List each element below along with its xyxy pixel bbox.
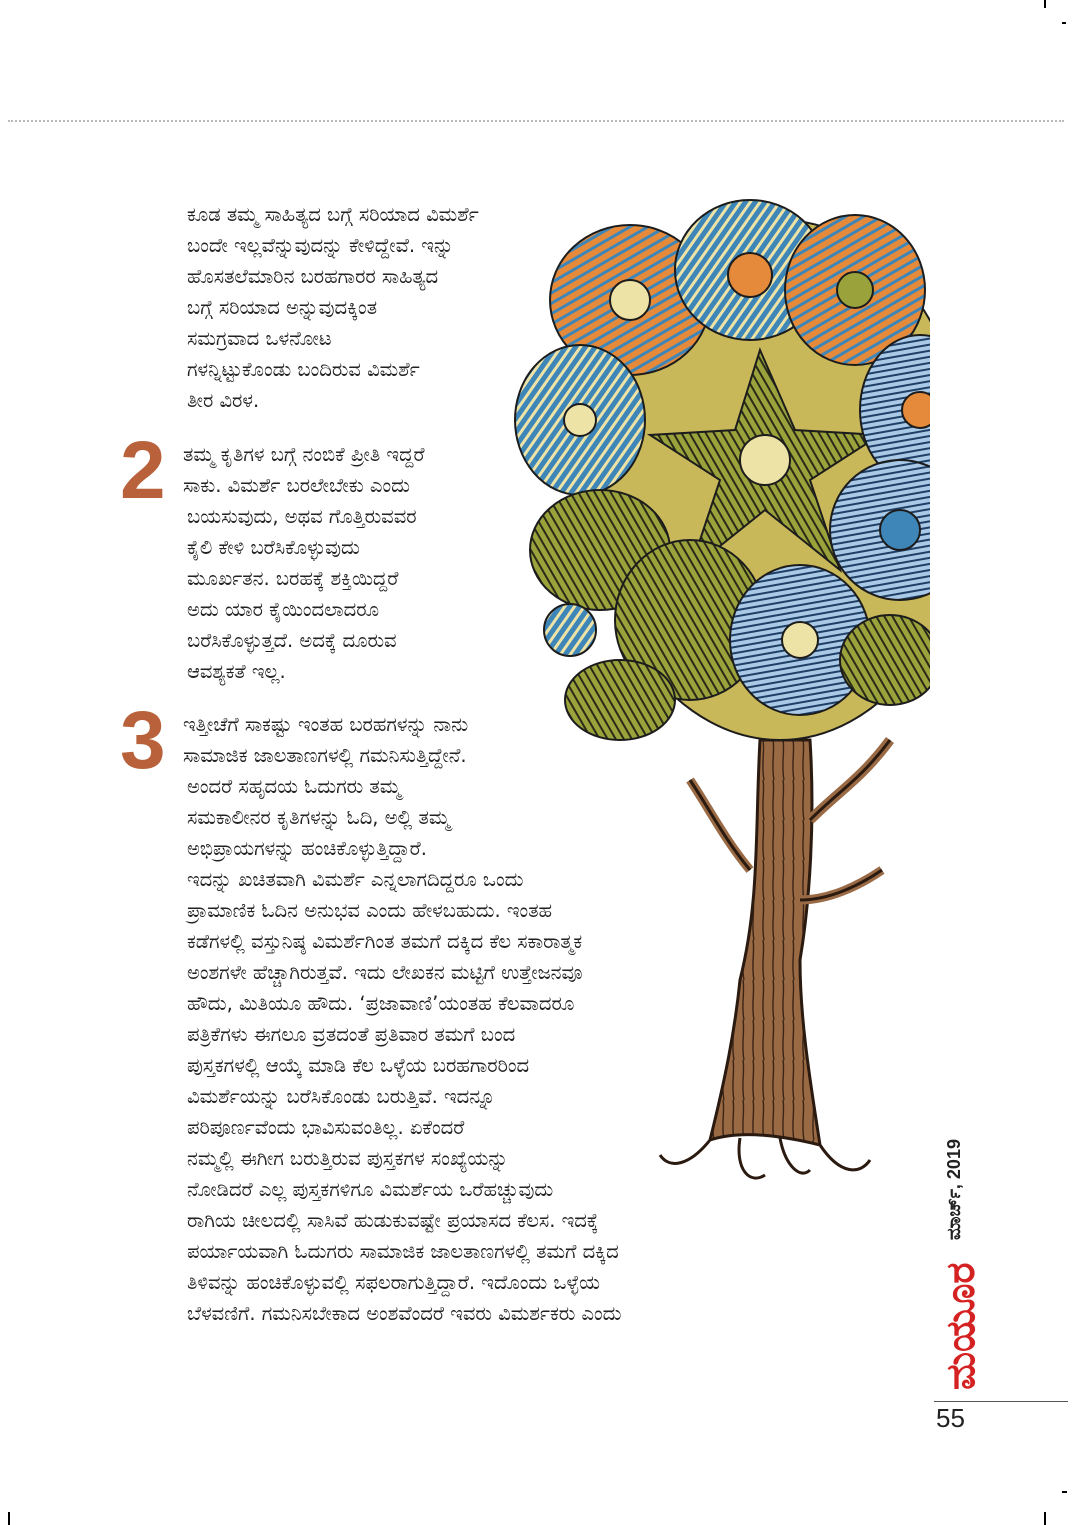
page-number: 55 — [936, 1403, 965, 1433]
article-body — [0, 200, 800, 1400]
article-line: ಸಮಗ್ರವಾದ ಒಳನೋಟ — [187, 327, 332, 350]
article-line: ಆವಶ್ಯಕತೆ ಇಲ್ಲ. — [187, 660, 286, 683]
header-dotted-rule — [8, 120, 1064, 122]
article-line: ಕೂಡ ತಮ್ಮ ಸಾಹಿತ್ಯದ ಬಗ್ಗೆ ಸರಿಯಾದ ವಿಮರ್ಶೆ — [187, 203, 479, 226]
article-line: ಸಾಕು. ವಿಮರ್ಶೆ ಬರಲೇಬೇಕು ಎಂದು — [183, 474, 410, 497]
article-line: ಬೆಳವಣಿಗೆ. ಗಮನಿಸಬೇಕಾದ ಅಂಶವೆಂದರೆ ಇವರು ವಿಮರ್ಶಕರು ಎಂದು — [187, 1302, 622, 1325]
article-line: ಅಭಿಪ್ರಾಯಗಳನ್ನು ಹಂಚಿಕೊಳ್ಳುತ್ತಿದ್ದಾರೆ. — [187, 837, 427, 860]
article-line: ಅಂಶಗಳೇ ಹೆಚ್ಚಾಗಿರುತ್ತವೆ. ಇದು ಲೇಖಕನ ಮಟ್ಟಿಗೆ ಉತ್ತೇಜನವೂ — [187, 961, 583, 984]
crop-mark — [1062, 22, 1066, 24]
article-line: ಸಮಕಾಲೀನರ ಕೃತಿಗಳನ್ನು ಓದಿ, ಅಲ್ಲಿ ತಮ್ಮ — [187, 806, 451, 829]
article-line: ಬಂದೇ ಇಲ್ಲವೆನ್ನುವುದನ್ನು ಕೇಳಿದ್ದೇವೆ. ಇನ್ನು — [187, 234, 454, 257]
crop-mark — [8, 1512, 10, 1525]
crop-mark — [1062, 1491, 1067, 1493]
article-line: ಪರಿಪೂರ್ಣವೆಂದು ಭಾವಿಸುವಂತಿಲ್ಲ. ಏಕೆಂದರೆ — [187, 1116, 465, 1139]
issue-date-text: ಮಾರ್ಚ್, 2019 — [944, 1139, 964, 1240]
article-line: ಮೂರ್ಖತನ. ಬರಹಕ್ಕೆ ಶಕ್ತಿಯಿದ್ದರೆ — [187, 567, 399, 590]
article-line: ತಮ್ಮ ಕೃತಿಗಳ ಬಗ್ಗೆ ನಂಬಿಕೆ ಪ್ರೀತಿ ಇದ್ದರೆ — [183, 443, 425, 466]
article-line: ಪರ್ಯಾಯವಾಗಿ ಓದುಗರು ಸಾಮಾಜಿಕ ಜಾಲತಾಣಗಳಲ್ಲಿ ತಮಗೆ ದಕ್ಕಿದ — [187, 1240, 619, 1263]
footer-rule — [934, 1401, 1068, 1402]
article-line: ತೀರ ವಿರಳ. — [187, 389, 260, 412]
article-line: ಬರೆಸಿಕೊಳ್ಳುತ್ತದೆ. ಅದಕ್ಕೆ ದೂರುವ — [187, 629, 397, 652]
article-line: ಅಂದರೆ ಸಹೃದಯ ಓದುಗರು ತಮ್ಮ — [187, 775, 401, 798]
article-line: ಬಗ್ಗೆ ಸರಿಯಾದ ಅನ್ನುವುದಕ್ಕಿಂತ — [187, 296, 378, 319]
article-line: ಪತ್ರಿಕೆಗಳು ಈಗಲೂ ವ್ರತದಂತೆ ಪ್ರತಿವಾರ ತಮಗೆ ಬಂದ — [187, 1023, 516, 1046]
article-line: ಕೈಲಿ ಕೇಳಿ ಬರೆಸಿಕೊಳ್ಳುವುದು — [187, 536, 360, 559]
section-numeral-3: 3 — [120, 695, 166, 786]
article-line: ರಾಗಿಯ ಚೀಲದಲ್ಲಿ ಸಾಸಿವೆ ಹುಡುಕುವಷ್ಟೇ ಪ್ರಯಾಸದ ಕೆಲಸ. ಇದಕ್ಕೆ — [187, 1209, 599, 1232]
article-line: ಇತ್ತೀಚೆಗೆ ಸಾಕಷ್ಟು ಇಂತಹ ಬರಹಗಳನ್ನು ನಾನು — [183, 713, 469, 736]
article-line: ಗಳನ್ನಿಟ್ಟುಕೊಂಡು ಬಂದಿರುವ ವಿಮರ್ಶೆ — [187, 358, 420, 381]
article-line: ಇದನ್ನು ಖಚಿತವಾಗಿ ವಿಮರ್ಶೆ ಎನ್ನಲಾಗದಿದ್ದರೂ ಒಂದು — [187, 868, 524, 891]
article-line: ಪುಸ್ತಕಗಳಲ್ಲಿ ಆಯ್ಕೆ ಮಾಡಿ ಕೆಲ ಒಳ್ಳೆಯ ಬರಹಗಾರರಿಂದ — [187, 1054, 530, 1077]
article-line: ಪ್ರಾಮಾಣಿಕ ಓದಿನ ಅನುಭವ ಎಂದು ಹೇಳಬಹುದು. ಇಂತಹ — [187, 899, 553, 922]
article-line: ತಿಳಿವನ್ನು ಹಂಚಿಕೊಳ್ಳುವಲ್ಲಿ ಸಫಲರಾಗುತ್ತಿದ್ದಾರೆ. ಇದೊಂದು ಒಳ್ಳೆಯ — [187, 1271, 600, 1294]
article-line: ನೋಡಿದರೆ ಎಲ್ಲ ಪುಸ್ತಕಗಳಿಗೂ ವಿಮರ್ಶೆಯ ಒರೆಹಚ್ಚುವುದು — [187, 1178, 554, 1201]
article-line: ವಿಮರ್ಶೆಯನ್ನು ಬರೆಸಿಕೊಂಡು ಬರುತ್ತಿವೆ. ಇದನ್ನೂ — [187, 1085, 496, 1108]
crop-mark — [1044, 1512, 1046, 1525]
article-line: ಅದು ಯಾರ ಕೈಯಿಂದಲಾದರೂ — [187, 598, 380, 621]
article-line: ಕಡೆಗಳಲ್ಲಿ ವಸ್ತುನಿಷ್ಠ ವಿಮರ್ಶೆಗಿಂತ ತಮಗೆ ದಕ್ಕಿದ ಕೆಲ ಸಕಾರಾತ್ಮಕ — [187, 930, 583, 953]
article-line: ನಮ್ಮಲ್ಲಿ ಈಗೀಗ ಬರುತ್ತಿರುವ ಪುಸ್ತಕಗಳ ಸಂಖ್ಯೆಯನ್ನು — [187, 1147, 509, 1170]
article-line: ಹೌದು, ಮಿತಿಯೂ ಹೌದು. ‘ಪ್ರಜಾವಾಣಿ’ಯಂತಹ ಕೆಲವಾದರೂ — [187, 992, 575, 1015]
section-numeral-2: 2 — [120, 425, 166, 516]
article-line: ಬಯಸುವುದು, ಅಥವ ಗೊತ್ತಿರುವವರ — [187, 505, 417, 528]
magazine-logo-text: ಮಯೂರ — [938, 1262, 984, 1390]
crop-mark — [1044, 0, 1046, 8]
article-line: ಹೊಸತಲೆಮಾರಿನ ಬರಹಗಾರರ ಸಾಹಿತ್ಯದ — [187, 265, 439, 288]
article-line: ಸಾಮಾಜಿಕ ಜಾಲತಾಣಗಳಲ್ಲಿ ಗಮನಿಸುತ್ತಿದ್ದೇನೆ. — [183, 744, 467, 767]
